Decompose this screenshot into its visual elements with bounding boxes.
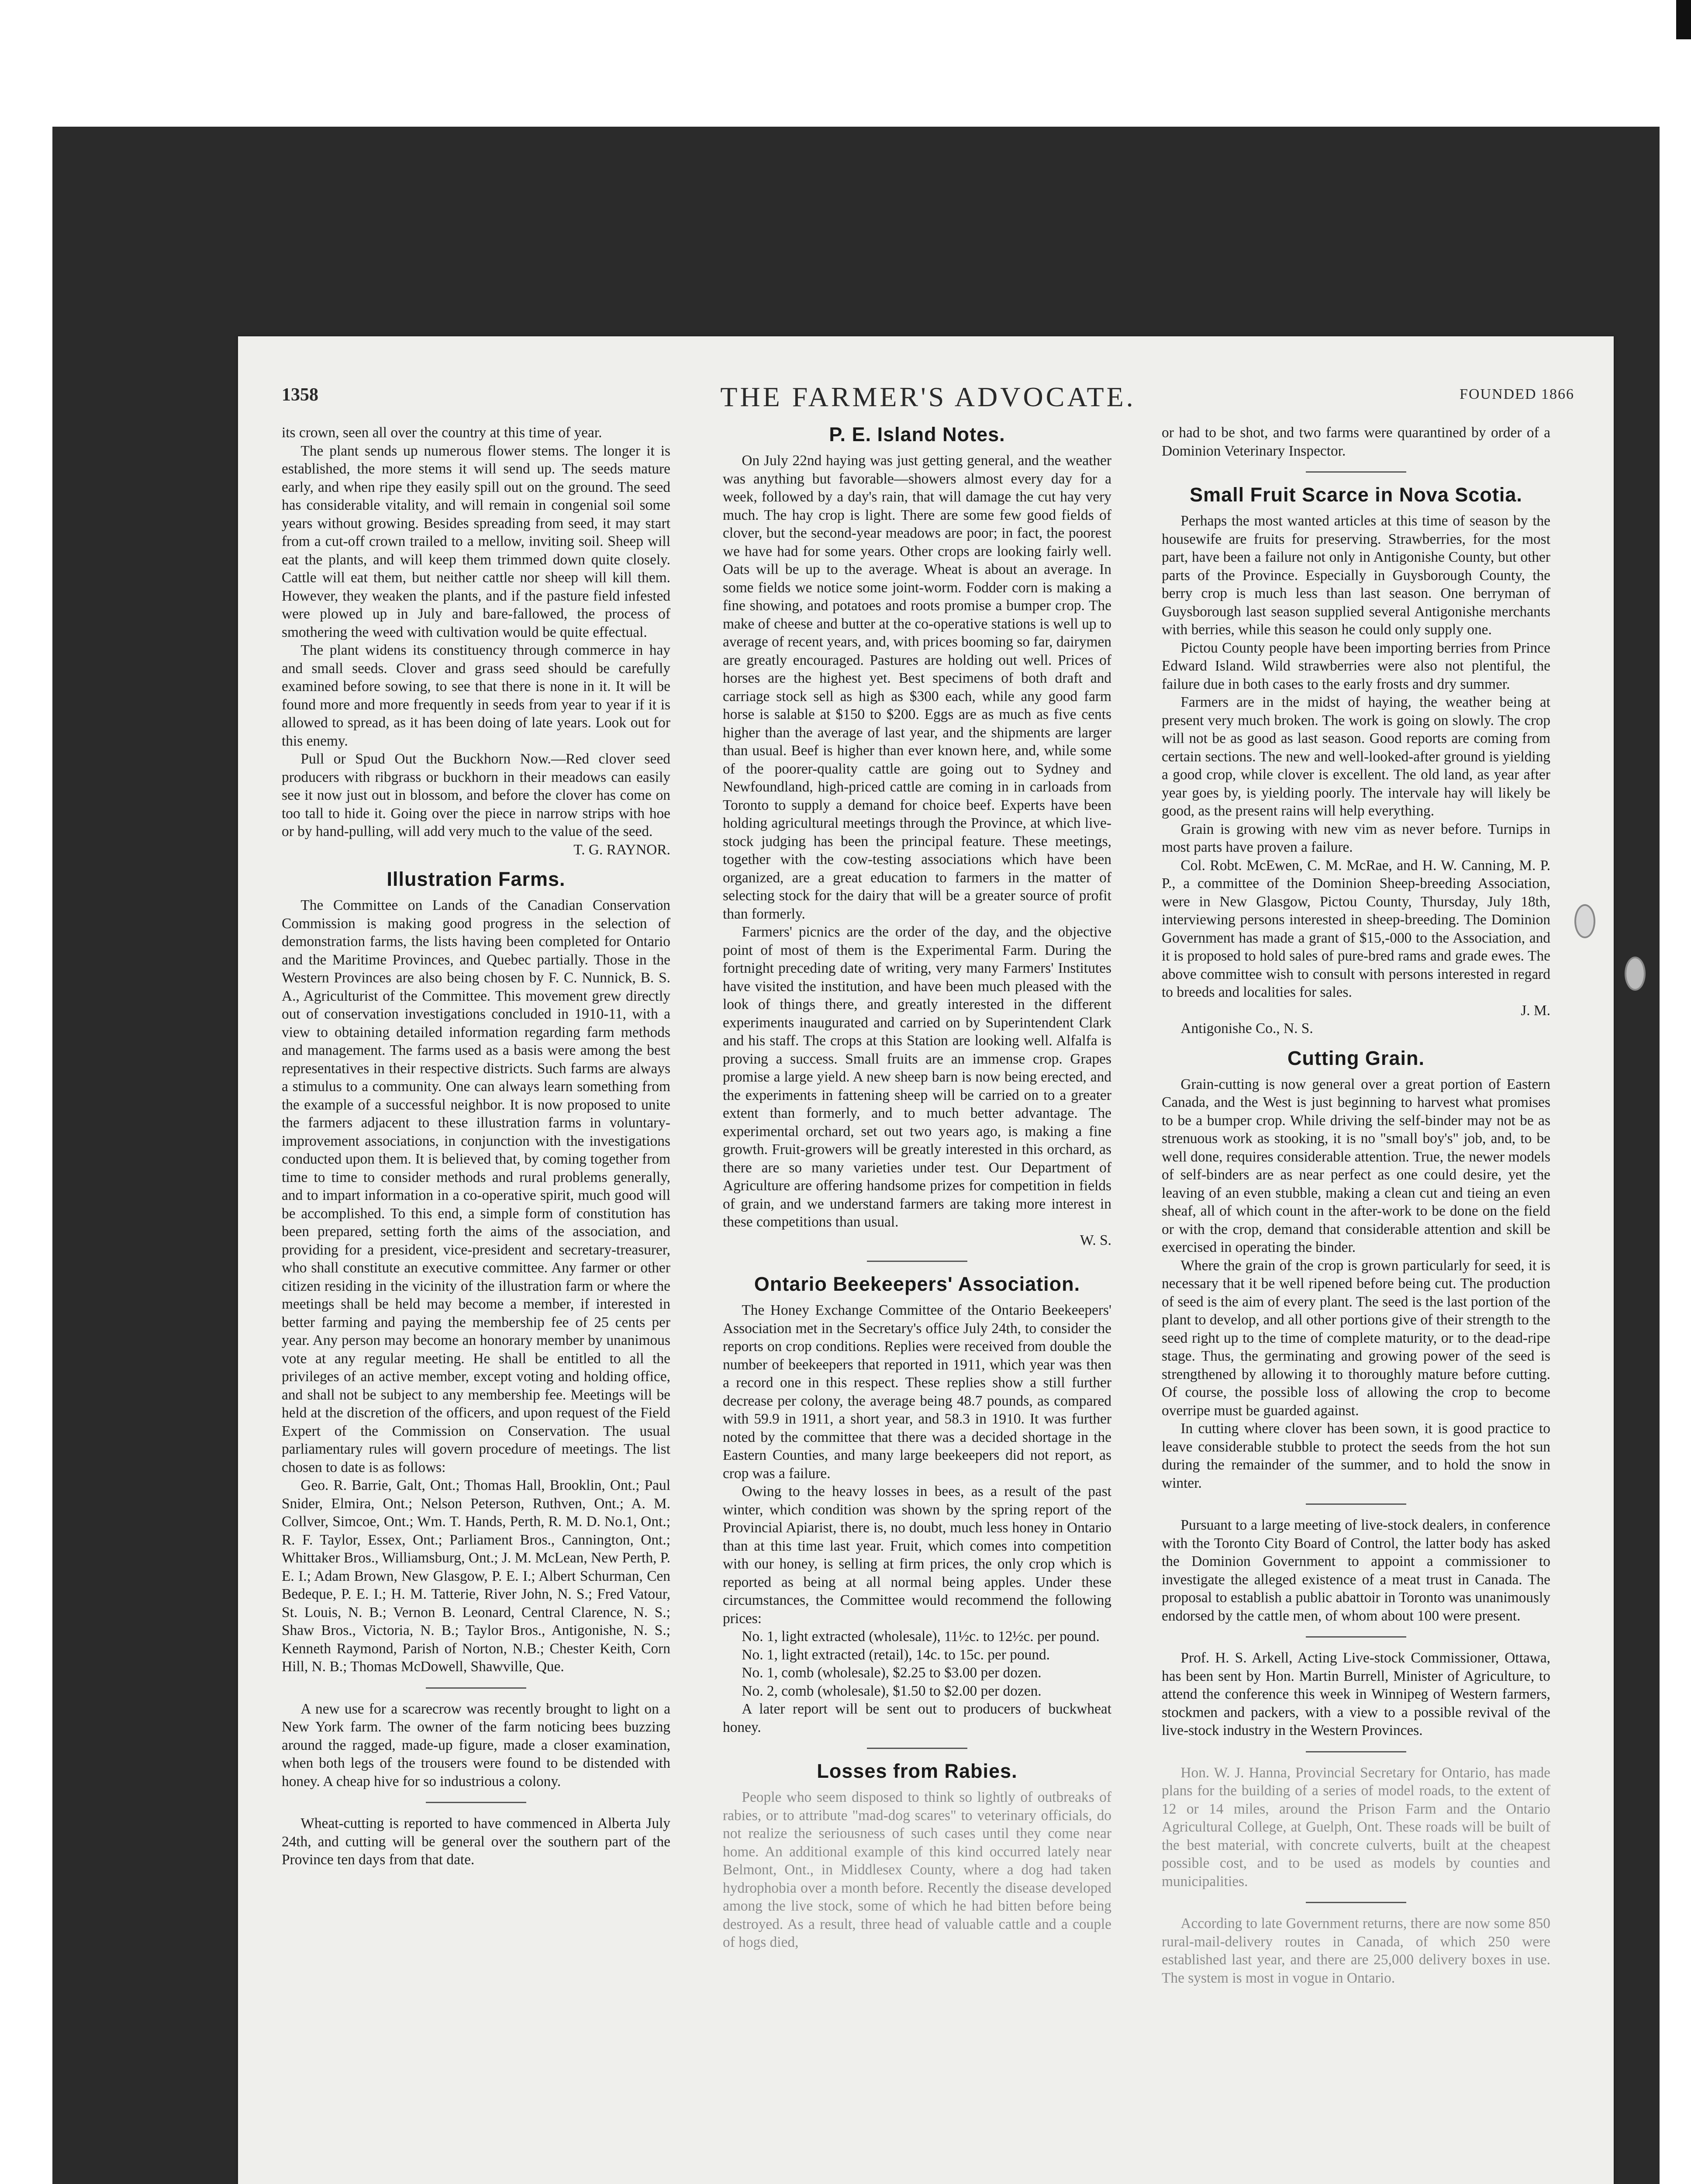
column-3 xyxy=(1162,424,1550,1987)
paragraph: Pictou County people have been importing berries from Prince Edward Island. Wild strawberries were also not plentiful, the failure due in both cases to the early frosts and dry summer. xyxy=(1162,639,1550,692)
signature: J. M. xyxy=(1521,1002,1550,1019)
paragraph: People who seem disposed to think so lightly of outbreaks of rabies, or to attribute "mad-dog scares" to veterinary officials, do not realize the seriousness of such cases until they come near home. An additional example of this kind occurred lately near Belmont, Ont., in Middlesex County, where a dog had taken hydrophobia over a month before. Recently the disease developed among the live stock, some of which he had bitten before being destroyed. As a result, three head of valuable cattle and a couple of hogs died, xyxy=(723,1789,1111,1950)
paragraph: or had to be shot, and two farms were quarantined by order of a Dominion Veterinary Inspector. xyxy=(1162,425,1550,459)
signature: T. G. RAYNOR. xyxy=(573,841,670,858)
column-1 xyxy=(282,424,670,1869)
paragraph: Wheat-cutting is reported to have commenced in Alberta July 24th, and cutting will be general over the southern part of the Province ten days from that date. xyxy=(282,1815,670,1868)
paragraph: Perhaps the most wanted articles at this time of season by the housewife are fruits for preserving. Strawberries, for the most part, have been a failure not only in Antigonishe County, but other parts of the Province. Especially in Guysborough County, the berry crop is much less than last season. One berryman of Guysborough last season supplied several Antigonishe merchants with berries, while this season he could only supply one. xyxy=(1162,513,1550,638)
page-number: 1358 xyxy=(282,385,318,405)
divider xyxy=(867,1261,967,1262)
divider xyxy=(426,1802,526,1803)
divider xyxy=(426,1687,526,1689)
paragraph: Pull or Spud Out the Buckhorn Now.—Red clover seed producers with ribgrass or buckhorn in their meadows can easily see it now just out in blossom, and before the clover has come on too tall to hide it. Going over the piece in narrow strips with hoe or by hand-pulling, will add very much to the value of the seed. xyxy=(282,751,670,840)
headline-cutting-grain: Cutting Grain. xyxy=(1287,1047,1425,1069)
headline-small-fruit: Small Fruit Scarce in Nova Scotia. xyxy=(1190,484,1522,506)
paragraph: According to late Government returns, there are now some 850 rural-mail-delivery routes in Canada, of which 250 were established last year, and there are 25,000 delivery boxes in use. The system is most in vogue in Ontario. xyxy=(1162,1915,1550,1986)
divider xyxy=(1306,471,1406,473)
paragraph: Grain-cutting is now general over a great portion of Eastern Canada, and the West is just beginning to harvest what promises to be a bumper crop. While driving the self-binder may not be as strenuous work as stooking, it is no "small boy's" job, and, to be well done, requires considerable attention. True, the newer models of self-binders are as near perfect as one could desire, yet the leaving of an even stubble, making a clean cut and tieing an even sheaf, all of which count in the after-work to be done on the field or with the crop, demand that considerable attention and skill be exercised in operating the binder. xyxy=(1162,1076,1550,1255)
divider xyxy=(1306,1751,1406,1752)
divider xyxy=(1306,1902,1406,1903)
paragraph: The Honey Exchange Committee of the Ontario Beekeepers' Association met in the Secretary's office July 24th, to consider the reports on crop conditions. Replies were received from double the number of beekeepers that reported in 1911, which year was then a record one in this respect. These replies show a still further decrease per colony, the average being 48.7 pounds, as compared with 59.9 in 1911, a short year, and 58.3 in 1910. It was further noted by the committee that there was a decided shortage in the Eastern Counties, and many large beekeepers did not report, as crop was a failure. xyxy=(723,1302,1111,1482)
binding-hole xyxy=(1625,957,1646,991)
headline-illustration-farms: Illustration Farms. xyxy=(387,868,566,890)
paragraph: Owing to the heavy losses in bees, as a result of the past winter, which condition was shown by the spring report of the Provincial Apiarist, there is, no doubt, much less honey in Ontario than at this time last year. Fruit, which comes into competition with our honey, is selling at firm prices, the only crop which is reported as being at all normal being apples. Under these circumstances, the Committee would recommend the following prices: xyxy=(723,1483,1111,1627)
paragraph: No. 2, comb (wholesale), $1.50 to $2.00 per dozen. xyxy=(742,1683,1042,1699)
headline-beekeepers: Ontario Beekeepers' Association. xyxy=(754,1273,1080,1295)
paragraph: A new use for a scarecrow was recently brought to light on a New York farm. The owner of the farm noticing bees buzzing around the ragged, made-up figure, made a closer examination, when both legs of the trousers were found to be distended with honey. A cheap hive for so industrious a colony. xyxy=(282,1700,670,1790)
paragraph: its crown, seen all over the country at this time of year. xyxy=(282,425,602,441)
paragraph: The Committee on Lands of the Canadian Conservation Commission is making good progress in the selection of demonstration farms, the lists having been completed for Ontario and the Maritime Provinces, and Quebec partially. Those in the Western Provinces are also being chosen by F. C. Nunnick, B. S. A., Agriculturist of the Committee. This movement grew directly out of conservation investigations concluded in 1910-11, with a view to obtaining detailed information regarding farm methods and management. The farms used as a basis were among the best representatives in their respective districts. Such farms are always a stimulus to a community. One can always learn something from the example of a successful neighbor. It is now proposed to unite the farmers adjacent to these illustration farms in voluntary-improvement associations, in conjunction with the investigations conducted upon them. It is believed that, by coming together from time to time to consider methods and rural problems generally, and to impart information in a co-operative spirit, much good will be accomplished. To this end, a simple form of constitution has been prepared, setting forth the aims of the association, and providing for a president, vice-president and secretary-treasurer, who shall constitute an executive committee. Any farmer or other citizen residing in the vicinity of the illustration farm or where the meetings shall be held may become a member, if interested in better farming and paying the membership fee of 25 cents per year. Any person may become an honorary member by unanimous vote at any regular meeting. He shall be entitled to all the privileges of an active member, except voting and holding office, and shall not be subject to any membership fee. Meetings will be held at the discretion of the officers, and upon request of the Field Expert of the Commission on Conservation. The usual parliamentary rules will govern procedure of meetings. The list chosen to date is as follows: xyxy=(282,897,670,1476)
masthead-title: THE FARMER'S ADVOCATE. xyxy=(720,381,1136,412)
paragraph: Col. Robt. McEwen, C. M. McRae, and H. W. Canning, M. P. P., a committee of the Dominion Sheep-breeding Association, were in New Glasgow, Pictou County, Thursday, July 18th, interviewing persons interested in sheep-breeding. The Dominion Government has made a grant of $15,-000 to the Association, and it is proposed to hold sales of pure-bred rams and grade ewes. The above committee wish to consult with persons interested in regard to breeds and localities for sales. xyxy=(1162,857,1550,1000)
paragraph: No. 1, comb (wholesale), $2.25 to $3.00 per dozen. xyxy=(742,1665,1042,1681)
paragraph: Antigonishe Co., N. S. xyxy=(1180,1020,1313,1037)
paragraph: On July 22nd haying was just getting general, and the weather was anything but favorable—showers almost every day for a week, followed by a day's rain, that will damage the cut hay very much. The hay crop is light. There are some few good fields of clover, but the second-year meadows are poor; in fact, the poorest we have had for some years. Other crops are looking fairly well. Oats will be up to the average. Wheat is about an average. In some fields we notice some joint-worm. Fodder corn is making a fine showing, and potatoes and roots promise a bumper crop. The make of cheese and butter at the co-operative stations is well up to average of recent years, and, with prices booming so far, dairymen are greatly encouraged. Pastures are holding out well. Prices of horses are the highest yet. Best specimens of both draft and carriage stock sell as high as $300 each, while any good farm horse is salable at $150 to $200. Eggs are as much as five cents higher than the average of last year, and the shipments are larger than usual. Beef is higher than ever known here, and, while some of the poorer-quality cattle are going out to Sydney and Newfoundland, high-priced cattle are coming in in carloads from Toronto to supply a demand for choice beef. Experts have been holding agricultural meetings through the Province, at which live-stock judging has been the principal feature. These meetings, together with the cow-testing associations which have been organized, are a great education to farmers in the matter of selecting stock for the dairy that will be a greater source of profit than formerly. xyxy=(723,453,1111,922)
paragraph: Farmers are in the midst of haying, the weather being at present very much broken. The work is going on slowly. The crop will not be as good as last season. Good reports are coming from certain sections. The new and well-looked-after ground is yielding a good crop, while clover is excellent. The old land, as year after year goes by, is yielding poorly. The intervale hay will likely be good, as the present rains will help everything. xyxy=(1162,694,1550,819)
divider xyxy=(1306,1503,1406,1505)
founded-note: FOUNDED 1866 xyxy=(1460,386,1574,402)
newspaper-page xyxy=(238,336,1614,2184)
paragraph: The plant sends up numerous flower stems. The longer it is established, the more stems it will send up. The seeds mature early, and when ripe they easily spill out on the ground. The seed has considerable vitality, and will remain in congenial soil some years without growing. Besides spreading from seed, it may start from a cut-off crown trailed to a mellow, inviting soil. Sheep will eat the plants, and will keep them trimmed down quite closely. Cattle will eat them, but neither cattle nor sheep will kill them. However, they weaken the plants, and if the pasture field infested were plowed up in July and bare-fallowed, the process of smothering the weed with cultivation would be quite effectual. xyxy=(282,442,670,640)
scan-edge-bar xyxy=(1676,0,1691,39)
binding-hole xyxy=(1574,904,1595,938)
headline-rabies: Losses from Rabies. xyxy=(817,1760,1018,1782)
signature: W. S. xyxy=(1080,1232,1111,1248)
paragraph: A later report will be sent out to producers of buckwheat honey. xyxy=(723,1701,1111,1735)
divider xyxy=(867,1748,967,1749)
paragraph: Hon. W. J. Hanna, Provincial Secretary for Ontario, has made plans for the building of a series of model roads, to the extent of 12 or 14 miles, around the Prison Farm and the Ontario Agricultural College, at Guelph, Ont. These roads will be built of the best material, with concrete culverts, built at the cheapest possible cost, and to be used as models by counties and municipalities. xyxy=(1162,1764,1550,1890)
paragraph: Where the grain of the crop is grown particularly for seed, it is necessary that it be well ripened before being cut. The production of seed is the aim of every plant. The seed is the last portion of the plant to develop, and all other portions give of their strength to the seed right up to the time of complete maturity, or to the dead-ripe stage. Thus, the germinating and growing power of the seed is strengthened by allowing it to thoroughly mature before cutting. Of course, the possible loss of allowing the crop to become overripe must be guarded against. xyxy=(1162,1257,1550,1419)
paragraph: No. 1, light extracted (retail), 14c. to 15c. per pound. xyxy=(742,1646,1050,1663)
paragraph: Farmers' picnics are the order of the day, and the objective point of most of them is the Experimental Farm. During the fortnight preceding date of writing, very many Farmers' Institutes have visited the institution, and have been much pleased with the look of things there, and greatly interested in the different experiments inaugurated and carried on by Superintendent Clark and his staff. The crops at this Station are looking well. Alfalfa is proving a success. Small fruits are an immense crop. Grapes promise a large yield. A new sheep barn is now being erected, and the experiments in fattening sheep will be carried on to a greater extent than formerly, and to much better advantage. The experimental orchard, set out two years ago, is making a fine growth. Fruit-growers will be greatly interested in this orchard, as there are so many varieties under test. Our Department of Agriculture are offering handsome prizes for competition in fields of grain, and we understand farmers are taking more interest in these competitions than usual. xyxy=(723,924,1111,1230)
page-header xyxy=(282,381,1574,419)
divider xyxy=(1306,1636,1406,1638)
paragraph: Geo. R. Barrie, Galt, Ont.; Thomas Hall, Brooklin, Ont.; Paul Snider, Elmira, Ont.; Nelson Peterson, Ruthven, Ont.; A. M. Collver, Simcoe, Ont.; Wm. T. Hands, Perth, R. M. D. No.1, Ont.; R. F. Taylor, Essex, Ont.; Parliament Bros., Cannington, Ont.; Whittaker Bros., Williamsburg, Ont.; J. M. McLean, New Perth, P. E. I.; Adam Brown, New Glasgow, P. E. I.; Albert Schurman, Cen Bedeque, P. E. I.; H. M. Tatterie, River John, N. S.; Fred Vatour, St. Louis, N. B.; Vernon B. Leonard, Central Clarence, N. S.; Shaw Bros., Victoria, N. B.; Taylor Bros., Antigonishe, N. S.; Kenneth Raymond, Parish of Norton, N.B.; Chester Keith, Corn Hill, N. B.; Thomas McDowell, Shawville, Que. xyxy=(282,1477,670,1675)
column-2 xyxy=(723,424,1111,1952)
paragraph: In cutting where clover has been sown, it is good practice to leave considerable stubble to protect the seeds from the hot sun during the remainder of the summer, and to hold the snow in winter. xyxy=(1162,1420,1550,1491)
paragraph: Prof. H. S. Arkell, Acting Live-stock Commissioner, Ottawa, has been sent by Hon. Martin Burrell, Minister of Agriculture, to attend the conference this week in Winnipeg of Western farmers, stockmen and packers, with a view to a possible revival of the live-stock industry in the Western Provinces. xyxy=(1162,1650,1550,1738)
paragraph: Pursuant to a large meeting of live-stock dealers, in conference with the Toronto City Board of Control, the latter body has asked the Dominion Government to appoint a commissioner to investigate the alleged existence of a meat trust in Canada. The proposal to establish a public abattoir in Toronto was unanimously endorsed by the cattle men, of whom about 100 were present. xyxy=(1162,1517,1550,1624)
paragraph: Grain is growing with new vim as never before. Turnips in most parts have proven a failure. xyxy=(1162,821,1550,855)
headline-pei-notes: P. E. Island Notes. xyxy=(829,423,1005,446)
paragraph: The plant widens its constituency through commerce in hay and small seeds. Clover and grass seed should be carefully examined before sowing, to see that there is none in it. It will be found more and more frequently in seeds from year to year if it is allowed to spread, as it has been doing of late years. Look out for this enemy. xyxy=(282,642,670,749)
paragraph: No. 1, light extracted (wholesale), 11½c. to 12½c. per pound. xyxy=(742,1628,1100,1645)
